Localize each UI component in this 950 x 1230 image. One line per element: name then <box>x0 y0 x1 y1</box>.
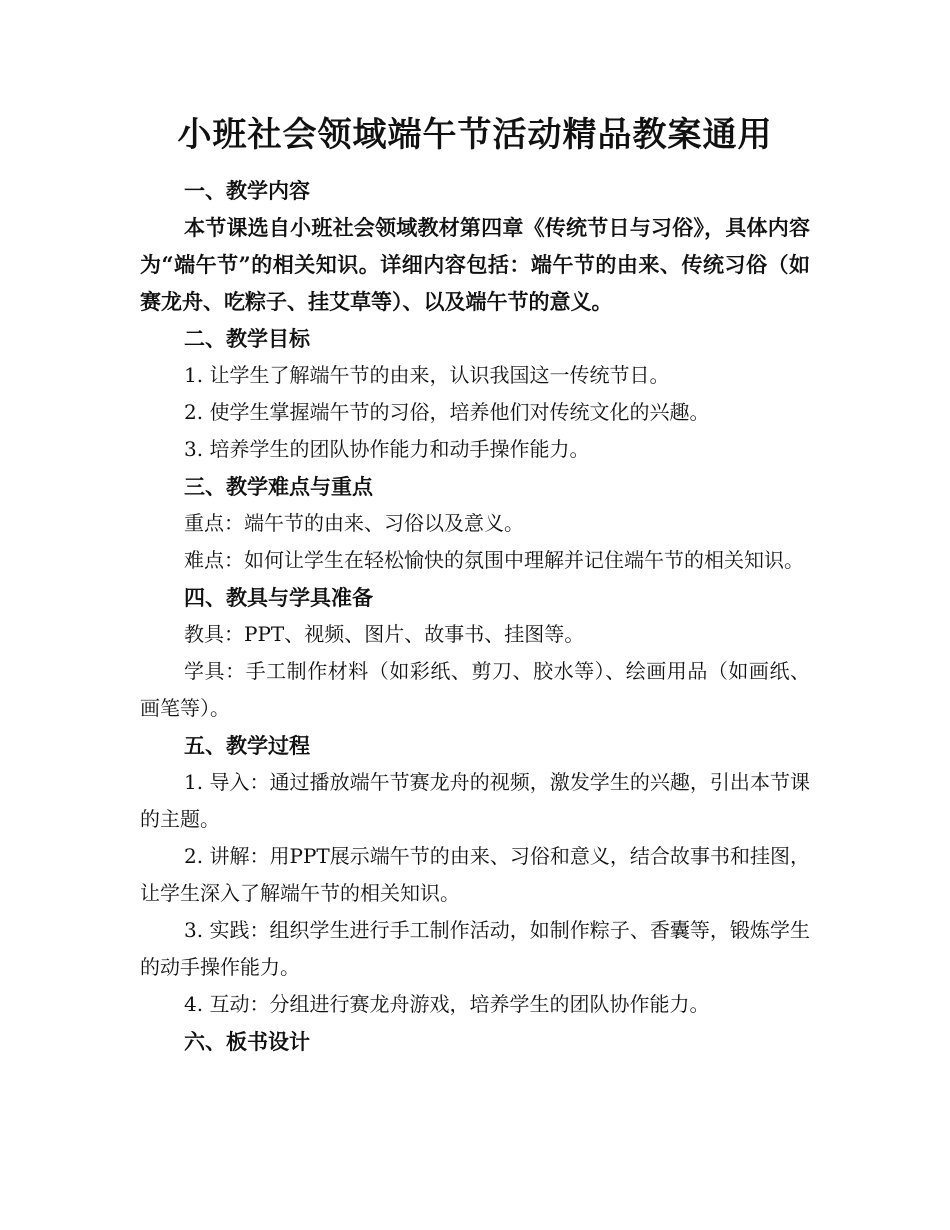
document-title: 小班社会领域端午节活动精品教案通用 <box>177 115 773 155</box>
section-heading: 一、教学内容 <box>184 178 310 203</box>
section-board-design <box>140 1023 810 1060</box>
paragraph: 1. 导入：通过播放端午节赛龙舟的视频，激发学生的兴趣，引出本节课的主题。 <box>140 770 810 831</box>
paragraph: 2. 使学生掌握端午节的习俗，培养他们对传统文化的兴趣。 <box>184 400 710 424</box>
section-heading: 三、教学难点与重点 <box>184 474 373 499</box>
section-heading: 四、教具与学具准备 <box>184 585 373 610</box>
paragraph: 2. 讲解：用PPT展示端午节的由来、习俗和意义，结合故事书和挂图，让学生深入了解端午节的相关知识。 <box>140 844 810 905</box>
section-heading: 五、教学过程 <box>184 733 310 758</box>
section-teaching-content <box>140 172 810 320</box>
paragraph: 本节课选自小班社会领域教材第四章《传统节日与习俗》，具体内容为“端午节”的相关知识。详细内容包括：端午节的由来、传统习俗（如赛龙舟、吃粽子、挂艾草等）、以及端午节的意义。 <box>140 215 810 314</box>
section-heading: 六、板书设计 <box>184 1029 310 1054</box>
paragraph: 学具：手工制作材料（如彩纸、剪刀、胶水等）、绘画用品（如画纸、画笔等）。 <box>140 659 810 720</box>
section-teaching-process <box>140 727 810 1023</box>
section-teaching-aids <box>140 579 810 727</box>
section-heading: 二、教学目标 <box>184 326 310 351</box>
section-key-difficult-points <box>140 468 810 579</box>
paragraph: 4. 互动：分组进行赛龙舟游戏，培养学生的团队协作能力。 <box>184 992 710 1016</box>
paragraph: 难点：如何让学生在轻松愉快的氛围中理解并记住端午节的相关知识。 <box>184 548 804 572</box>
section-teaching-goals <box>140 320 810 468</box>
paragraph: 教具：PPT、视频、图片、故事书、挂图等。 <box>184 622 585 646</box>
paragraph: 1. 让学生了解端午节的由来，认识我国这一传统节日。 <box>184 363 670 387</box>
paragraph: 重点：端午节的由来、习俗以及意义。 <box>184 511 524 535</box>
paragraph: 3. 培养学生的团队协作能力和动手操作能力。 <box>184 437 590 461</box>
paragraph: 3. 实践：组织学生进行手工制作活动，如制作粽子、香囊等，锻炼学生的动手操作能力。 <box>140 918 810 979</box>
